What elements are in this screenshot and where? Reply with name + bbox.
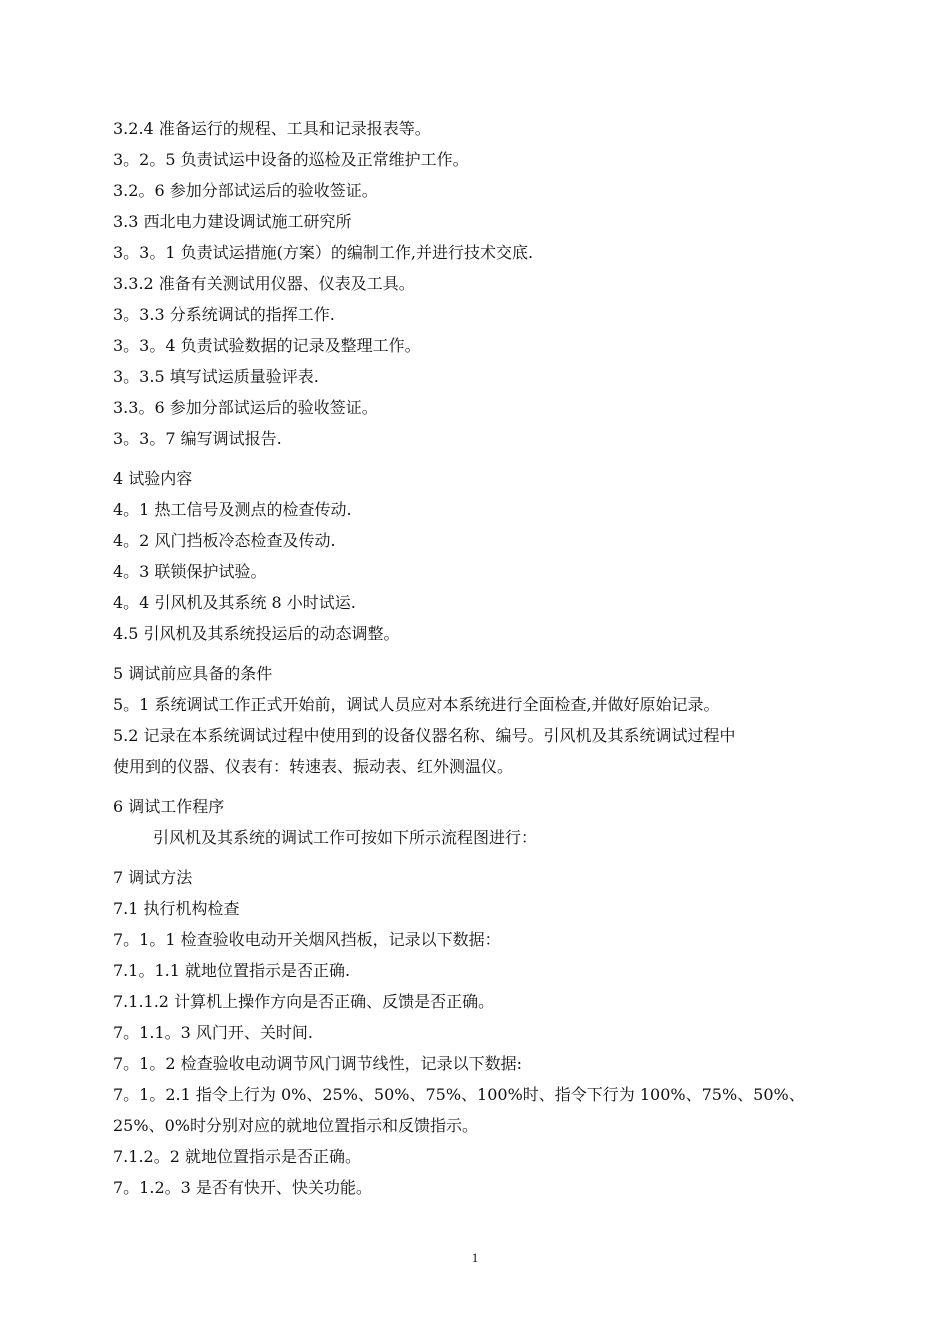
text-line: 7.1.1.2 计算机上操作方向是否正确、反馈是否正确。 [113,992,495,1011]
text-line: 3。2。5 负责试运中设备的巡检及正常维护工作。 [113,150,469,169]
text-line: 引风机及其系统的调试工作可按如下所示流程图进行： [153,828,538,847]
text-line: 3。3。7 编写调试报告. [113,429,282,448]
text-line: 4。3 联锁保护试验。 [113,562,267,581]
section-heading: 3.3 西北电力建设调试施工研究所 [113,212,352,231]
text-line: 3。3.3 分系统调试的指挥工作. [113,305,335,324]
text-line: 5.2 记录在本系统调试过程中使用到的设备仪器名称、编号。引风机及其系统调试过程中 [113,726,736,745]
text-line: 25%、0%时分别对应的就地位置指示和反馈指示。 [113,1116,478,1135]
text-line: 4.5 引风机及其系统投运后的动态调整。 [113,624,400,643]
section-heading: 4 试验内容 [113,469,193,488]
text-line: 7。1。2 检查验收电动调节风门调节线性，记录以下数据: [113,1054,523,1073]
text-line: 3。3。1 负责试运措施(方案）的编制工作,并进行技术交底. [113,243,534,262]
text-line: 3。3.5 填写试运质量验评表. [113,367,319,386]
text-line: 4。1 热工信号及测点的检查传动. [113,500,352,519]
section-heading: 5 调试前应具备的条件 [113,664,273,683]
text-line: 5。1 系统调试工作正式开始前，调试人员应对本系统进行全面检查,并做好原始记录。 [113,695,720,714]
text-line: 4。4 引风机及其系统 8 小时试运. [113,593,356,612]
section-heading: 7 调试方法 [113,868,193,887]
text-line: 4。2 风门挡板冷态检查及传动. [113,531,336,550]
text-line: 7。1.2。3 是否有快开、快关功能。 [113,1178,372,1197]
text-line: 使用到的仪器、仪表有：转速表、振动表、红外测温仪。 [113,757,514,776]
section-heading: 7.1 执行机构检查 [113,899,240,918]
text-line: 3.2。6 参加分部试运后的验收签证。 [113,181,378,200]
text-line: 7.1.2。2 就地位置指示是否正确。 [113,1147,361,1166]
document-body [113,113,873,1203]
text-line: 3。3。4 负责试验数据的记录及整理工作。 [113,336,421,355]
text-line: 3.3。6 参加分部试运后的验收签证。 [113,398,378,417]
page-number: 1 [471,1250,479,1265]
text-line: 3.3.2 准备有关测试用仪器、仪表及工具。 [113,274,415,293]
text-line: 7。1。1 检查验收电动开关烟风挡板，记录以下数据： [113,930,501,949]
text-line: 7.1。1.1 就地位置指示是否正确. [113,961,351,980]
section-heading: 6 调试工作程序 [113,797,225,816]
text-line: 3.2.4 准备运行的规程、工具和记录报表等。 [113,119,431,138]
text-line: 7。1。2.1 指令上行为 0%、25%、50%、75%、100%时、指令下行为 100%、75%、50%、 [113,1085,805,1104]
text-line: 7。1.1。3 风门开、关时间. [113,1023,313,1042]
